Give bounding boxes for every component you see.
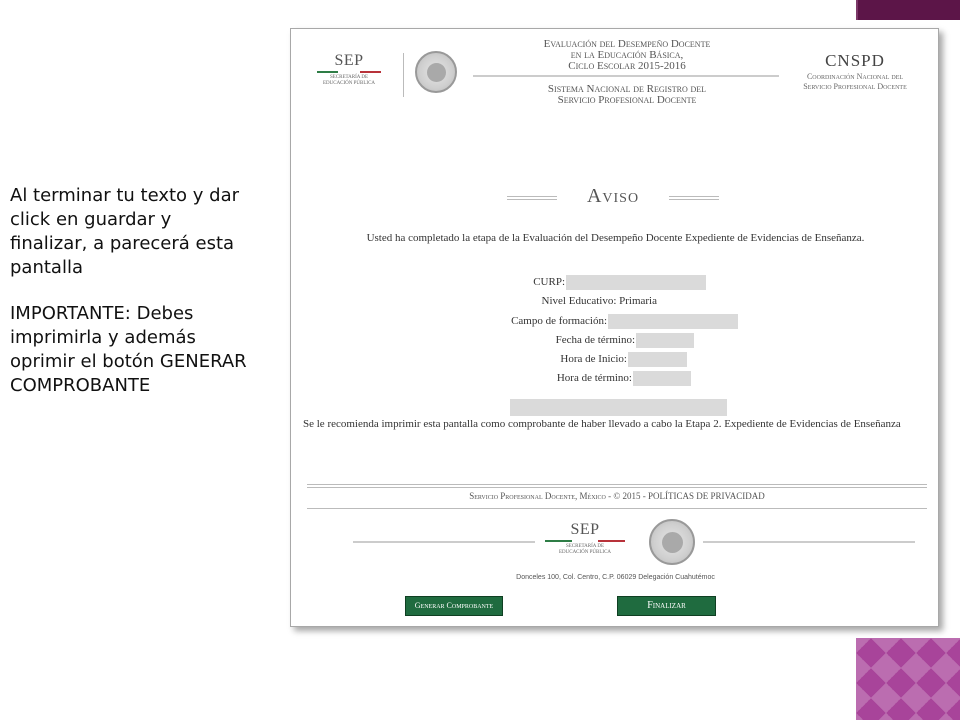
footer-bar-text: Servicio Profesional Docente, México - © 2015 - POLÍTICAS DE PRIVACIDAD <box>469 491 765 501</box>
cnspd-logo-text: CNSPD <box>825 51 885 70</box>
footer-rule-top <box>307 484 927 485</box>
decorative-corner-bottom <box>856 638 960 720</box>
coat-of-arms-icon <box>415 51 457 93</box>
sep-logo <box>313 53 385 87</box>
header-divider <box>403 53 404 97</box>
hora-inicio-row <box>291 352 627 367</box>
footer-line-left <box>353 541 535 543</box>
footer-sep-logo <box>541 522 629 556</box>
footer-sep-subtitle-1: SECRETARÍA DE <box>565 544 605 549</box>
footer-rule-top-2 <box>307 487 927 488</box>
header-system-line-1: Sistema Nacional de Registro del <box>547 83 707 95</box>
header-title-block <box>487 39 767 106</box>
generate-receipt-button[interactable]: Generar Comprobante <box>405 596 503 616</box>
sep-subtitle-1: SECRETARÍA DE <box>329 75 369 80</box>
header-rule <box>473 75 779 77</box>
campo-redacted-value <box>608 314 738 329</box>
aviso-rule-right <box>669 196 719 200</box>
curp-label: CURP: <box>533 276 565 288</box>
footer-line-right <box>703 541 915 543</box>
sep-logo-bar <box>317 71 381 73</box>
curp-row <box>291 275 565 290</box>
hora-inicio-redacted-value <box>628 352 687 367</box>
header-title-line-3: Ciclo Escolar 2015-2016 <box>568 60 686 72</box>
campo-label: Campo de formación: <box>511 315 607 327</box>
confirmation-screenshot <box>290 28 939 627</box>
sep-logo-text: SEP <box>334 52 364 69</box>
cnspd-subtitle-2: Servicio Profesional Docente <box>803 82 907 91</box>
nivel-row <box>291 294 657 309</box>
instruction-text <box>10 184 250 420</box>
aviso-title: Aviso <box>586 185 640 207</box>
fecha-row <box>291 333 635 348</box>
sep-subtitle-2: EDUCACIÓN PÚBLICA <box>322 81 376 86</box>
fecha-label: Fecha de término: <box>555 334 635 346</box>
campo-row <box>291 314 607 329</box>
curp-redacted-value <box>566 275 706 290</box>
footer-coat-of-arms-icon <box>649 519 695 565</box>
footer-sep-logo-bar <box>545 540 625 542</box>
footer-sep-logo-text: SEP <box>570 521 600 538</box>
fecha-redacted-value <box>636 333 694 348</box>
nivel-label: Nivel Educativo: Primaria <box>541 295 657 307</box>
header-system-line-2: Servicio Profesional Docente <box>557 94 697 106</box>
cnspd-logo <box>785 51 925 91</box>
header-title-line-1: Evaluación del Desempeño Docente <box>543 38 711 50</box>
header-title-line-2: en la Educación Básica, <box>570 49 684 61</box>
instruction-paragraph-2: IMPORTANTE: Debes imprimirla y además oprimir el botón GENERAR COMPROBANTE <box>10 303 247 396</box>
hora-inicio-label: Hora de Inicio: <box>560 353 627 365</box>
aviso-message: Usted ha completado la etapa de la Evaluación del Desempeño Docente Expediente de Evidencias de Enseñanza. <box>366 232 865 244</box>
footer-sep-subtitle-2: EDUCACIÓN PÚBLICA <box>558 550 612 555</box>
extra-redacted-value <box>510 399 727 416</box>
hora-termino-label: Hora de término: <box>556 372 632 384</box>
decorative-corner-top <box>856 0 960 20</box>
aviso-rule-left <box>507 196 557 200</box>
finish-button[interactable]: Finalizar <box>617 596 716 616</box>
recommendation-text: Se le recomienda imprimir esta pantalla como comprobante de haber llevado a cabo la Etapa 2. Expediente de Evidencias de Enseñanza <box>303 418 901 430</box>
hora-termino-redacted-value <box>633 371 691 386</box>
footer-rule-bottom <box>307 508 927 509</box>
instruction-paragraph-1: Al terminar tu texto y dar click en guardar y finalizar, a parecerá esta pantalla <box>10 185 240 278</box>
cnspd-subtitle-1: Coordinación Nacional del <box>806 72 904 81</box>
hora-termino-row <box>291 371 632 386</box>
footer-address: Donceles 100, Col. Centro, C.P. 06029 Delegación Cuahutémoc <box>516 574 715 581</box>
